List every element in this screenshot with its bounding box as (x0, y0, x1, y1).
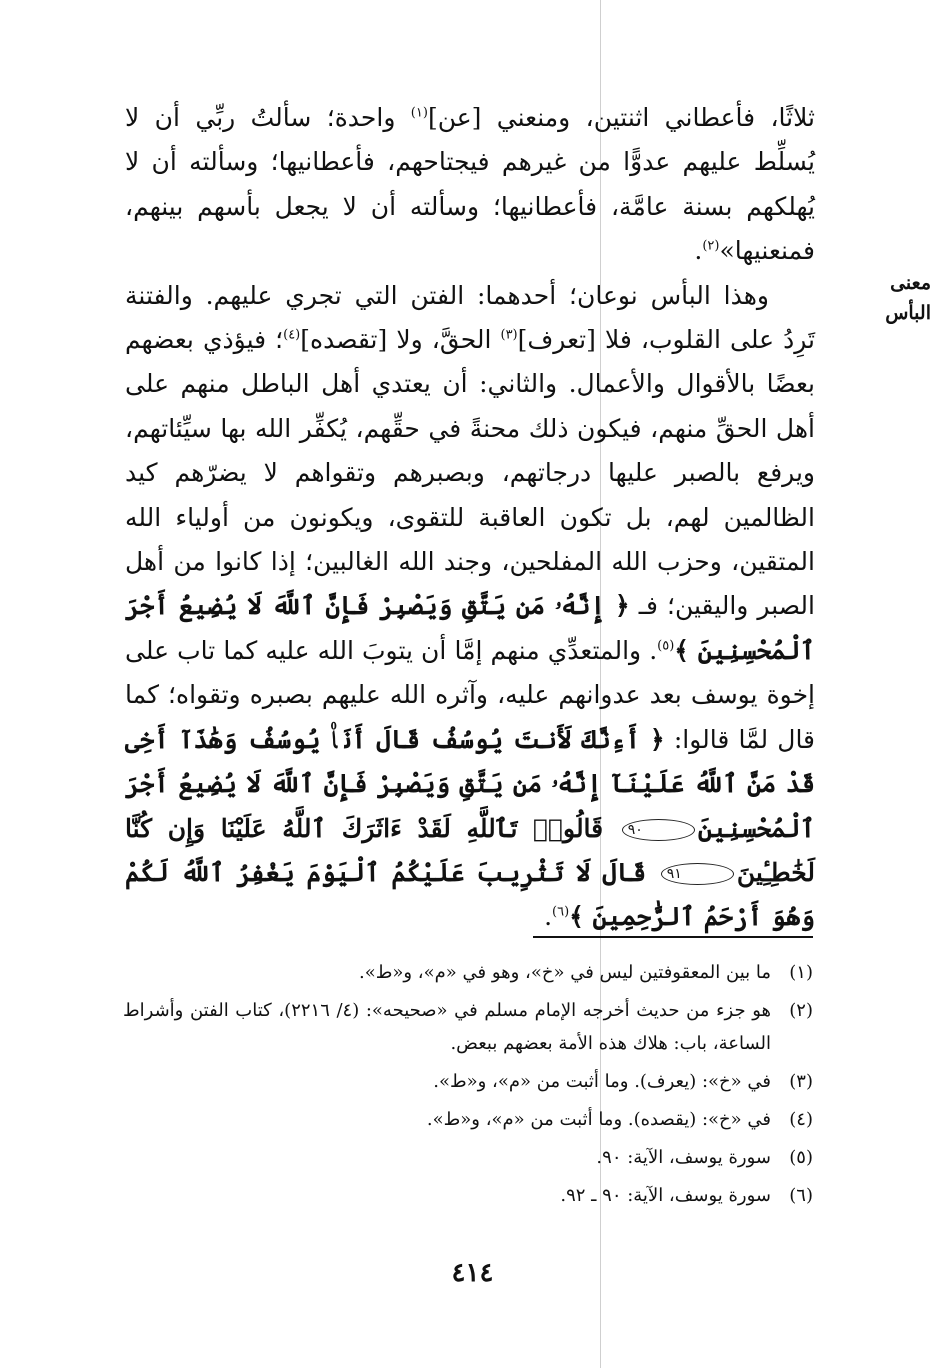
footnote-number: (٢) (789, 1000, 813, 1021)
footnote-number: (٣) (789, 1071, 813, 1092)
footnote-number: (١) (789, 962, 813, 983)
footnote-number: (٤) (789, 1109, 813, 1130)
quran-quote: قَالُوا۟ تَٱللَّهِ لَقَدْ ءَاثَرَكَ ٱللَّهُ عَلَيْنَا وَإِن كُنَّا لَخَٰطِـِٔينَ (125, 813, 815, 887)
footnote-reference: (٥) (657, 638, 675, 654)
footnote-text: في «خ»: (يقصده). وما أثبت من «م»، و«ط». (426, 1109, 771, 1130)
margin-note: معنى البأس (885, 272, 931, 324)
footnote-text: في «خ»: (يعرف). وما أثبت من «م»، و«ط». (433, 1071, 771, 1092)
footnote-text: هو جزء من حديث أخرجه الإمام مسلم في «صحيحه»: (٤/ ٢٢١٦)، كتاب الفتن وأشراط الساعة، باب: هلاك هذه الأمة بعضهم ببعض. (123, 1000, 771, 1054)
footnote-text: ما بين المعقوفتين ليس في «خ»، وهو في «م»، و«ط». (359, 962, 771, 983)
footnotes (123, 956, 813, 1217)
footnote (123, 1179, 813, 1212)
footnote-reference: (٦) (552, 904, 570, 920)
text-run: واحدة؛ سألتُ ربِّي أن لا يُسلِّط عليهم عدوًّا من غيرهم فيجتاحهم، فأعطانيها؛ وسألته أن لا يُهلكهم بسنة عامَّة، فأعطانيها؛ وسألته أن لا يجعل بأسهم بينهم، فمنعنيها» (125, 103, 815, 266)
footnote-reference: (١) (410, 105, 428, 121)
footnote (123, 1065, 813, 1098)
text-run: . والمتعدِّي منهم إمَّا أن يتوبَ الله عليه كما تاب على إخوة يوسف بعد عدوانهم عليه، وآثره الله عليهم بصبره وتقواه؛ كما قال لمَّا قالوا: (125, 635, 816, 754)
footnote-number: (٦) (789, 1185, 813, 1206)
text-run: ثلاثًا، فأعطاني اثنتين، ومنعني [عن] (427, 103, 815, 132)
footnote (123, 1141, 813, 1174)
footnote-text: سورة يوسف، الآية: ٩٠. (596, 1147, 771, 1168)
quran-quote: قَالَ لَا تَثْرِيبَ عَلَيْكُمُ ٱلْيَوْمَ يَغْفِرُ ٱللَّهُ لَكُمْ وَهُوَ أَرْحَمُ ٱلرَّٰحِمِينَ ﴾ (125, 857, 815, 932)
paragraph (125, 274, 815, 940)
footnote (123, 994, 813, 1060)
footnote-reference: (٢) (702, 238, 720, 254)
text-run: . (544, 902, 553, 932)
footnote-separator (533, 936, 813, 938)
footnote-reference: (٣) (500, 327, 518, 343)
quran-quote: ﴿ أَءِنَّكَ لَأَنتَ يُوسُفُ قَالَ أَنَا۠ يُوسُفُ وَهَٰذَآ أَخِى قَدْ مَنَّ ٱللَّهُ عَلَيْنَآ إِنَّهُۥ مَن يَتَّقِ وَيَصْبِرْ فَإِنَّ ٱللَّهَ لَا يُضِيعُ أَجْرَ ٱلْمُحْسِنِينَ (125, 724, 815, 843)
text-run: وهذا البأس نوعان؛ أحدهما: الفتن التي تجري عليهم. والفتنة تَرِدُ على القلوب، فلا [تعرف] (125, 280, 816, 355)
text-run: . (694, 236, 703, 266)
footnote-reference: (٤) (283, 327, 301, 343)
main-text (125, 96, 815, 940)
footnote (123, 956, 813, 989)
page-number: ٤١٤ (451, 1258, 494, 1288)
paragraph (125, 96, 815, 274)
ayah-number-marker: ٩٠ (622, 819, 695, 841)
footnote-number: (٥) (789, 1147, 813, 1168)
footnote (123, 1103, 813, 1136)
footnote-text: سورة يوسف، الآية: ٩٠ ـ ٩٢. (560, 1185, 771, 1206)
text-run: ؛ فيؤذي بعضهم بعضًا بالأقوال والأعمال. والثاني: أن يعتدي أهل الباطل منهم على أهل الحقِّ منهم، فيكون ذلك محنةً في حقِّهم، يُكفِّر الله بها سيِّئاتهم، ويرفع بالصبر عليها درجاتهم، وبصبرهم وتقواهم لا يضرّهم كيد الظالمين لهم، بل تكون العاقبة للتقوى، ويكونون من أولياء الله المتقين، وحزب الله المفلحين، وجند الله الغالبين؛ إذا كانوا من أهل الصبر واليقين؛ فـ (125, 325, 816, 621)
quran-quote: ﴿ إِنَّهُۥ مَن يَتَّقِ وَيَصْبِرْ فَإِنَّ ٱللَّهَ لَا يُضِيعُ أَجْرَ ٱلْمُحْسِنِينَ ﴾ (125, 591, 815, 665)
text-run: الحقَّ، ولا [تقصده] (300, 325, 501, 355)
ayah-number-marker: ٩١ (661, 863, 734, 885)
